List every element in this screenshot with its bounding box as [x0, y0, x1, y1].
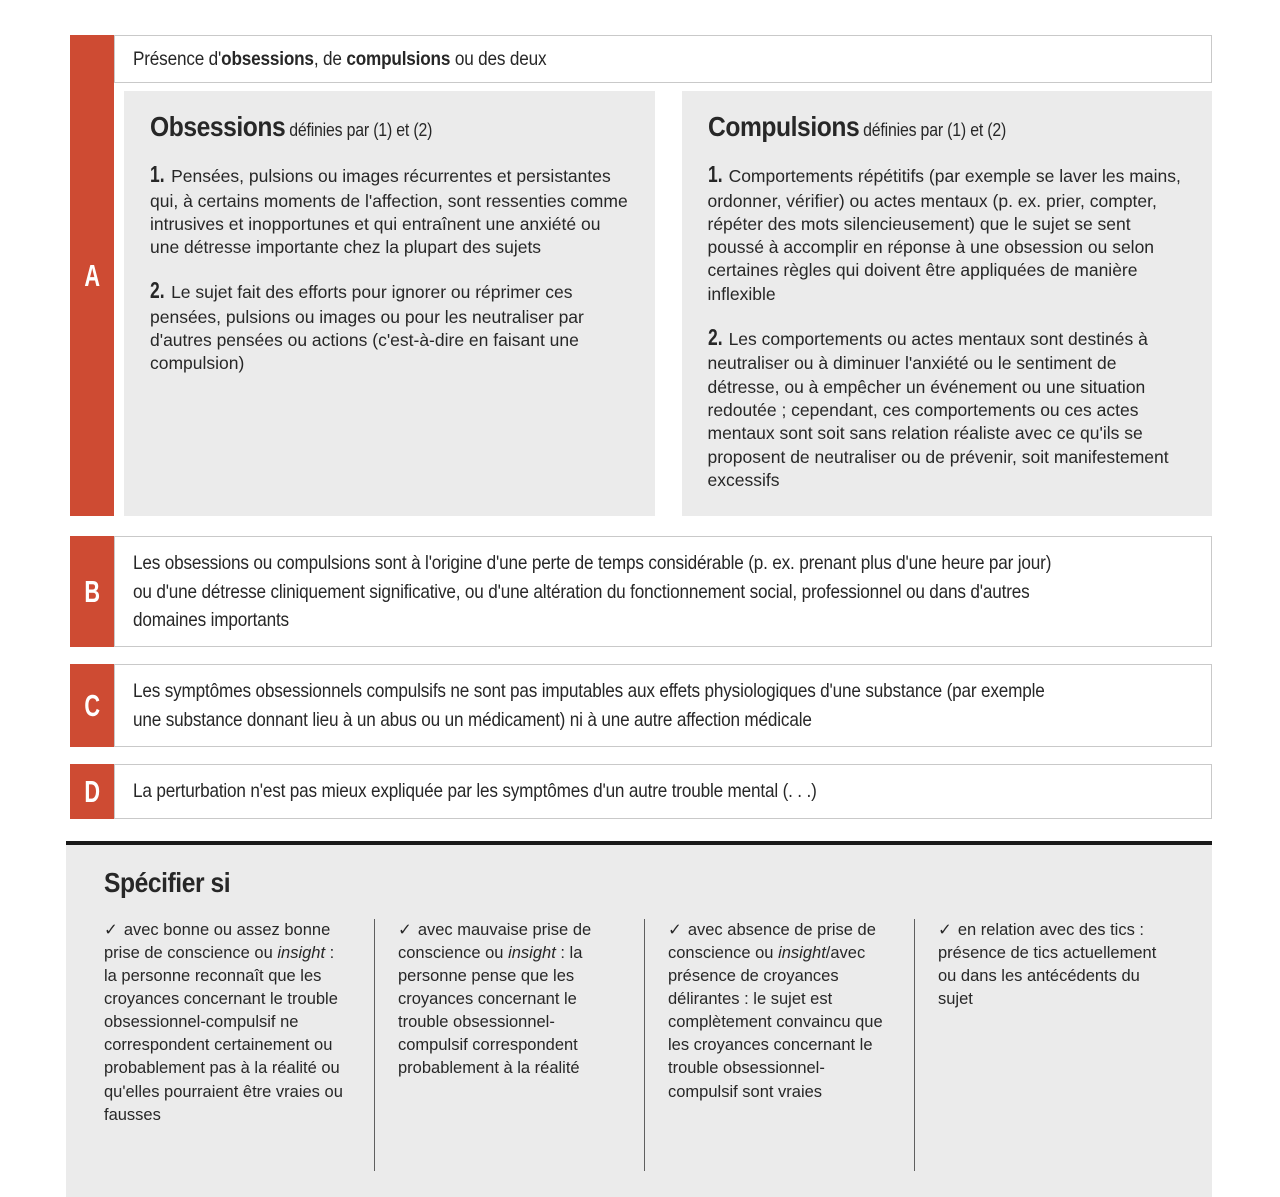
specifier-item-tic-related: [914, 919, 1184, 1171]
obsessions-item-1: [150, 159, 629, 259]
compulsions-item-1: [708, 159, 1187, 306]
criterion-c-section: [70, 664, 1212, 747]
text-segment: avec bonne ou assez bonne prise de conscience ou: [104, 920, 331, 962]
criterion-c-box: [114, 664, 1212, 747]
specifier-item-absent-insight: [644, 919, 914, 1171]
spacer: [70, 747, 1212, 764]
criterion-d-text: La perturbation n'est pas mieux expliquée par les symptômes d'un autre trouble mental (. . .): [133, 780, 817, 803]
text-segment: : la personne pense que les croyances concernant le trouble obsessionnel-compulsif correspondent probablement à la réalité: [398, 943, 583, 1078]
compulsions-panel: [682, 91, 1213, 516]
specifier-item-text: [938, 921, 1156, 1008]
spacer: [70, 647, 1212, 664]
item-number: 2.: [150, 277, 165, 304]
specifier-item-text: [104, 921, 343, 1124]
criterion-a-content: [114, 35, 1212, 516]
compulsions-subtitle: définies par (1) et (2): [862, 120, 1006, 140]
specifier-item-text: [398, 921, 591, 1078]
specifier-item-text: [668, 921, 883, 1101]
check-icon: ✓: [668, 920, 682, 939]
specifier-item-good-insight: [104, 919, 374, 1171]
criterion-d-letter: D: [84, 773, 100, 809]
text-segment: insight: [277, 943, 326, 962]
compulsions-heading: [708, 111, 1186, 143]
text-segment: en relation avec des tics : présence de tics actuellement ou dans les antécédents du sujet: [938, 920, 1157, 1009]
text-segment: insight: [508, 943, 556, 962]
item-text: Pensées, pulsions ou images récurrentes et persistantes qui, à certains moments de l'affection, sont ressenties comme intrusives et inopportunes et qui entraînent une anxiété ou une détresse importante chez la plupart des sujets: [150, 166, 628, 258]
criterion-b-badge: [70, 536, 114, 647]
criterion-d-section: [70, 764, 1212, 818]
obsessions-title: Obsessions: [150, 111, 286, 142]
criterion-b-box: [114, 536, 1212, 647]
criterion-a-letter: A: [84, 257, 100, 293]
obsessions-item-2: [150, 275, 629, 375]
criterion-b-letter: B: [84, 573, 100, 609]
criterion-c-letter: C: [84, 687, 100, 723]
criterion-b-text: Les obsessions ou compulsions sont à l'origine d'une perte de temps considérable (p. ex. prenant plus d'une heure par jour) ou d'une détresse cliniquement significative, ou d'une altération du fonctionnement social, professionnel ou dans d'autres domaines importants: [133, 552, 1052, 632]
criterion-a-header-box: [114, 35, 1212, 83]
text-segment: avec absence de prise de conscience ou: [668, 920, 876, 962]
criterion-a-section: [70, 35, 1212, 516]
criterion-a-panels: [124, 91, 1212, 516]
obsessions-heading: [150, 111, 628, 143]
obsessions-subtitle: définies par (1) et (2): [289, 120, 433, 140]
criterion-d-badge: [70, 764, 114, 818]
criterion-a-header-text: Présence d'obsessions, de compulsions ou des deux: [133, 47, 547, 70]
specifier-item-poor-insight: [374, 919, 644, 1171]
item-number: 2.: [707, 323, 723, 350]
item-text: Comportements répétitifs (par exemple se laver les mains, ordonner, vérifier) ou actes mentaux (p. ex. prier, compter, répéter des mots silencieusement) que le sujet se sent poussé à accomplir en réponse à une obsession ou selon certaines règles qui doivent être appliquées de manière inflexible: [707, 166, 1181, 304]
check-icon: ✓: [104, 920, 118, 939]
specifier-section: [66, 845, 1212, 1197]
criterion-c-text: Les symptômes obsessionnels compulsifs ne sont pas imputables aux effets physiologiques d'une substance (par exemple une substance donnant lieu à un abus ou un médicament) ni à une autre affection médicale: [133, 680, 1045, 731]
criterion-c-badge: [70, 664, 114, 747]
criterion-d-box: [114, 764, 1212, 818]
text-segment: avec mauvaise prise de conscience ou: [398, 920, 592, 962]
criterion-b-section: [70, 536, 1212, 647]
text-segment: /avec présence de croyances délirantes : le sujet est complètement convaincu que les croyances concernant le trouble obsessionnel-compulsif sont vraies: [668, 943, 883, 1101]
item-number: 1.: [150, 161, 165, 187]
check-icon: ✓: [398, 920, 412, 939]
item-number: 1.: [707, 161, 723, 187]
check-icon: ✓: [938, 920, 952, 939]
text-segment: insight: [778, 943, 826, 962]
compulsions-title: Compulsions: [707, 111, 859, 142]
item-text: Les comportements ou actes mentaux sont destinés à neutraliser ou à diminuer l'anxiété ou le sentiment de détresse, ou à empêcher un événement ou une situation redoutée ; cependant, ces comportements ou ces actes mentaux sont soit sans relation réaliste avec ce qu'ils se proposent de neutraliser ou de prévenir, soit manifestement excessifs: [707, 328, 1169, 490]
specifier-columns: [104, 919, 1184, 1171]
text-segment: : la personne reconnaît que les croyances concernant le trouble obsessionnel-compulsif ne correspondent certainement ou probablement pas à la réalité ou qu'elles pourraient être vraies ou fausses: [104, 943, 343, 1124]
specifier-title: Spécifier si: [104, 866, 231, 898]
obsessions-panel: [124, 91, 655, 516]
compulsions-item-2: [708, 322, 1187, 492]
spacer: [70, 516, 1212, 536]
criterion-a-badge: [70, 35, 114, 516]
item-text: Le sujet fait des efforts pour ignorer ou réprimer ces pensées, pulsions ou images ou pour les neutraliser par d'autres pensées ou actions (c'est-à-dire en faisant une compulsion): [150, 282, 584, 374]
